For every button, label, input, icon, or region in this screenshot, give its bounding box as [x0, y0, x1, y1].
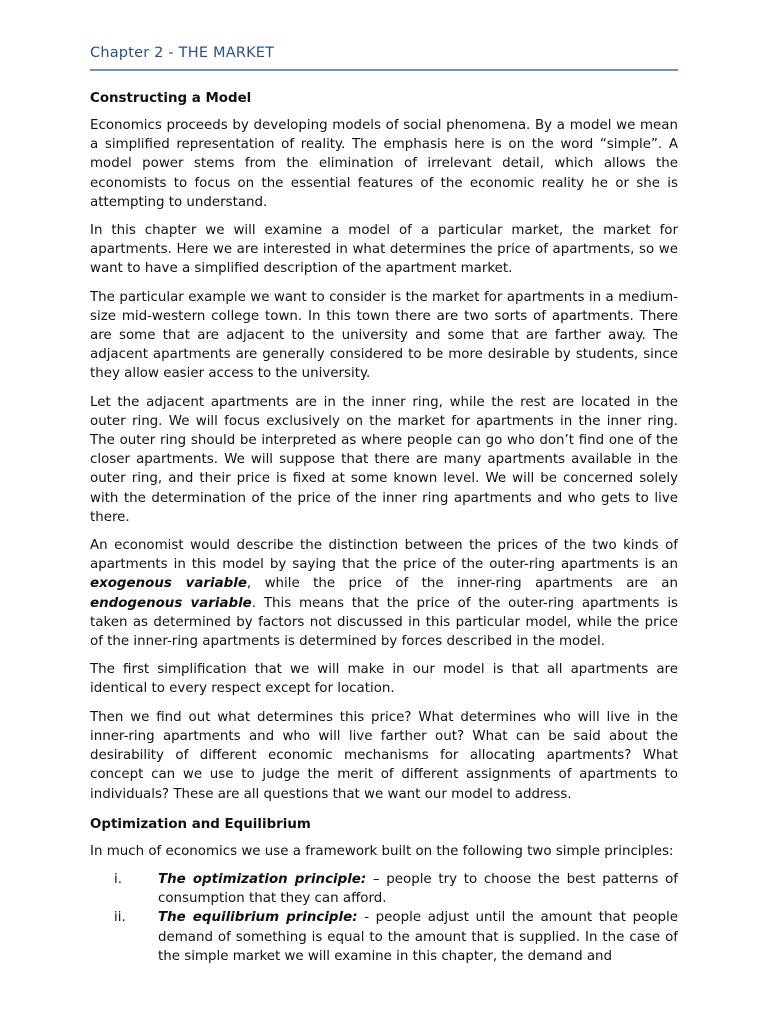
section-heading-optimization-equilibrium: Optimization and Equilibrium — [90, 816, 311, 832]
paragraph-7: Then we find out what determines this price? What determines who will live in the inner-ring apartments and who will live farther out? What can be said about the desirability of different economic mechanisms for allocating apartments? What concept can we use to judge the merit of different assignments of apartments to individuals? These are all questions that we want our model to address. — [90, 709, 678, 802]
principles-list — [90, 870, 678, 966]
term-exogenous-variable: exogenous variable — [90, 576, 247, 592]
chapter-title: Chapter 2 - THE MARKET — [90, 45, 275, 61]
list-item — [90, 870, 678, 908]
paragraph-5-text-a: An economist would describe the distinction between the prices of the two kinds of apartments in this model by saying that the price of the outer-ring apartments is an — [90, 538, 678, 573]
list-numeral: i. — [114, 871, 122, 887]
list-numeral: ii. — [114, 910, 126, 926]
section-heading-constructing-model: Constructing a Model — [90, 91, 252, 106]
paragraph-4: Let the adjacent apartments are in the inner ring, while the rest are located in the outer ring. We will focus exclusively on the market for apartments in the inner ring. The outer ring should be interpreted as where people can go who don’t find one of the closer apartments. We will suppose that there are many apartments available in the outer ring, and their price is fixed at some known level. We will be concerned solely with the determination of the price of the inner ring apartments and who gets to live there. — [90, 394, 678, 525]
principle-text: - people adjust until the amount that people demand of something is equal to the amount that is supplied. In the case of the simple market we will examine in this chapter, the demand and — [158, 910, 678, 964]
title-divider — [90, 69, 678, 71]
principle-term: The equilibrium principle: — [158, 910, 358, 926]
section2-intro: In much of economics we use a framework built on the following two simple principles: — [90, 843, 674, 859]
principle-text: – people try to choose the best patterns of consumption that they can afford. — [158, 871, 678, 907]
paragraph-5-text-c: . This means that the price of the outer-ring apartments is taken as determined by factors not discussed in this particular model, while the price of the inner-ring apartments is determined by forces described in the model. — [90, 595, 679, 650]
paragraph-3: The particular example we want to consider is the market for apartments in a medium-size mid-western college town. In this town there are two sorts of apartments. There are some that are adjacent to the university and some that are farther away. The adjacent apartments are generally considered to be more desirable by students, since they allow easier access to the university. — [90, 289, 678, 382]
document-body — [90, 89, 678, 966]
paragraph-5 — [90, 536, 678, 651]
paragraph-2: In this chapter we will examine a model of a particular market, the market for apartments. Here we are interested in what determines the price of apartments, so we want to have a simplified description of the apartment market. — [90, 223, 678, 277]
paragraph-5-text-b: , while the price of the inner-ring apartments are an — [246, 576, 678, 592]
term-endogenous-variable: endogenous variable — [90, 595, 252, 611]
principle-term: The optimization principle: — [158, 871, 367, 887]
paragraph-6: The first simplification that we will make in our model is that all apartments are identical to every respect except for location. — [90, 662, 678, 697]
paragraph-1: Economics proceeds by developing models of social phenomena. By a model we mean a simplified representation of reality. The emphasis here is on the word “simple”. A model power stems from the elimination of irrelevant detail, which allows the economists to focus on the essential features of the economic reality he or she is attempting to understand. — [90, 118, 678, 210]
list-item — [90, 908, 678, 966]
